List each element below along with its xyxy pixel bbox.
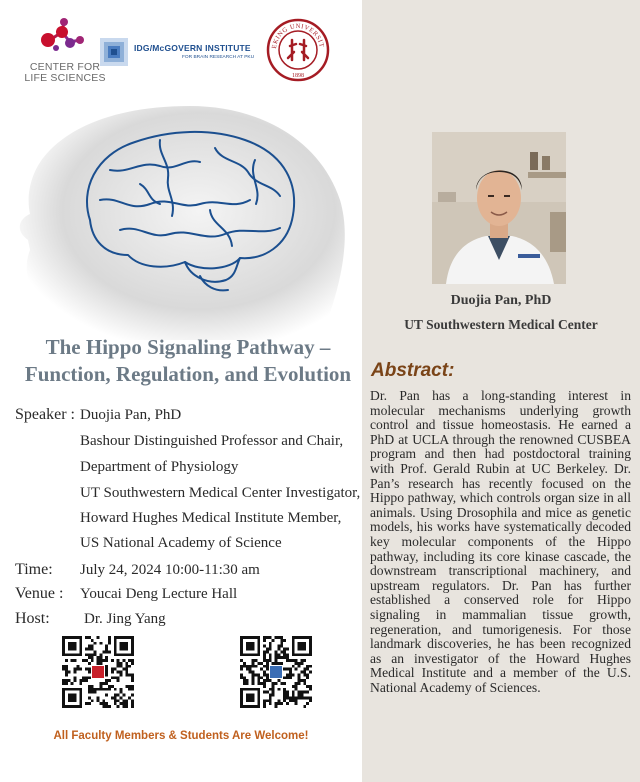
idg-subtitle: FOR BRAIN RESEARCH AT PKU	[182, 55, 255, 60]
time-label: Time:	[15, 561, 53, 578]
center-for-life-sciences-logo	[20, 18, 110, 90]
qr-code-icon	[62, 636, 134, 708]
cls-line-2: LIFE SCIENCES	[24, 72, 106, 84]
time-value: July 24, 2024 10:00-11:30 am	[80, 562, 260, 578]
speaker-line: Duojia Pan, PhD	[80, 407, 182, 423]
cls-molecule-icon	[20, 18, 110, 62]
qr-code-icon	[240, 636, 312, 708]
abstract-heading: Abstract:	[371, 360, 455, 381]
brain-head-illustration	[0, 100, 362, 340]
speaker-line: Department of Physiology	[80, 459, 239, 475]
cls-line-1: CENTER FOR	[29, 61, 101, 73]
speaker-portrait-image	[432, 132, 566, 284]
speaker-line: Bashour Distinguished Professor and Chair,	[80, 433, 344, 449]
speaker-line: Howard Hughes Medical Institute Member,	[80, 510, 342, 526]
host-value: Dr. Jing Yang	[84, 611, 166, 627]
speaker-photo	[432, 132, 566, 284]
host-label: Host:	[15, 610, 50, 627]
svg-text:PEKING UNIVERSITY: EKING UNIVERSIT	[270, 22, 325, 50]
cls-name	[20, 62, 110, 84]
venue-value: Youcai Deng Lecture Hall	[80, 586, 238, 602]
idg-mcgovern-logo	[100, 38, 270, 66]
speaker-card-name: Duojia Pan, PhD	[450, 293, 552, 308]
brain-icon	[0, 100, 362, 340]
svg-text:1898: 1898	[292, 73, 304, 79]
qr-code-left[interactable]	[62, 636, 134, 708]
talk-title-line-2: Function, Regulation, and Evolution	[24, 362, 352, 386]
venue-label: Venue :	[15, 585, 64, 602]
speaker-label: Speaker :	[15, 406, 75, 423]
speaker-line: US National Academy of Science	[80, 535, 282, 551]
speaker-card-affiliation: UT Southwestern Medical Center	[404, 317, 598, 332]
peking-university-seal	[266, 18, 330, 82]
talk-title	[20, 334, 356, 388]
idg-square-icon	[100, 38, 128, 66]
idg-title: IDG/McGOVERN INSTITUTE	[134, 43, 251, 53]
abstract-body: Dr. Pan has a long-standing interest in molecular mechanisms underlying growth control and tissue homeostasis. He earned a PhD at UCLA through the renowned CUSBEA program and then had postdoctoral training with Prof. Gerald Rubin at UC Berkeley. Dr. Pan’s research has recently focused on the Hippo pathway, which controls organ size in all animals. Using Drosophila and mice as genetic models, his works have systematically decoded key molecular components of the Hippo pathway, including its core kinase cascade, the downstream transcriptional machinery, and upstream regulators. Dr. Pan has further established a conserved role for Hippo signaling in mammalian tissue growth, regeneration, and tumorigenesis. For those landmark discoveries, he has been recognized as an investigator of the Howard Hughes Medical Institute and a member of the U.S. National Academy of Sciences.	[370, 388, 631, 695]
speaker-line: UT Southwestern Medical Center Investigator,	[80, 485, 361, 501]
qr-code-right[interactable]	[240, 636, 312, 708]
talk-title-line-1: The Hippo Signaling Pathway –	[45, 335, 331, 359]
pku-seal-icon	[266, 18, 330, 82]
welcome-message: All Faculty Members & Students Are Welcome!	[53, 730, 309, 742]
